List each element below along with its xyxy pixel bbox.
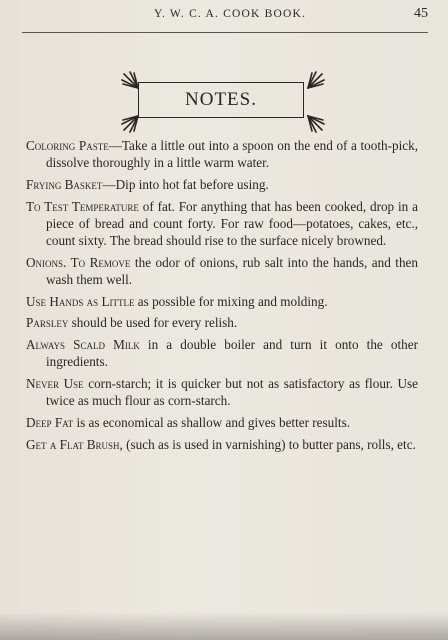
note-text: —Take a little out into a spoon on the end of a tooth-pick, dissolve thoroughly in a little warm water. xyxy=(46,138,418,171)
note-corn-starch xyxy=(26,375,418,409)
note-text: is as economical as shallow and gives better results. xyxy=(73,414,351,430)
note-frying-basket xyxy=(26,176,418,193)
note-lead: Get a Flat Brush, xyxy=(26,436,123,452)
flourish-ornament-top-right-icon xyxy=(304,68,328,92)
note-test-temperature xyxy=(26,198,418,250)
note-use-hands xyxy=(26,293,418,310)
note-lead: Coloring Paste xyxy=(26,138,109,153)
note-lead: Deep Fat xyxy=(26,414,74,430)
note-lead: Parsley xyxy=(26,315,69,331)
note-lead: To Test Temperature xyxy=(26,198,139,214)
notes-title-box xyxy=(138,82,304,118)
flourish-ornament-bottom-right-icon xyxy=(304,112,328,136)
page-number: 45 xyxy=(414,6,428,21)
note-text: corn-starch; it is quicker but not as satisfactory as flour. Use twice as much flour as corn-starch. xyxy=(46,375,418,409)
running-title: Y. W. C. A. COOK BOOK. xyxy=(153,8,307,20)
note-lead: Never Use xyxy=(26,375,84,391)
notes-title: NOTES. xyxy=(185,89,257,110)
note-lead: Always Scald Milk xyxy=(26,337,140,353)
note-lead: Use Hands as Little xyxy=(26,293,135,309)
note-lead: Frying Basket xyxy=(26,176,103,192)
note-onions xyxy=(26,254,418,288)
note-text: of fat. For anything that has been cooked, drop in a piece of bread and count forty. For raw food—potatoes, cakes, etc., count sixty. The bread should rise to the surface nicely browned. xyxy=(46,198,418,249)
notes-list xyxy=(26,137,418,457)
note-flat-brush xyxy=(26,436,418,453)
note-coloring-paste xyxy=(26,137,418,171)
note-text: in a double boiler and turn it onto the other ingredients. xyxy=(46,337,418,370)
note-parsley xyxy=(26,314,418,331)
header-rule xyxy=(22,32,428,33)
note-scald-milk xyxy=(26,336,418,370)
note-text: the odor of onions, rub salt into the hands, and then wash them well. xyxy=(46,254,418,287)
note-lead: Onions. To Remove xyxy=(26,254,131,270)
note-text: as possible for mixing and molding. xyxy=(134,293,328,309)
note-text: should be used for every relish. xyxy=(68,315,238,331)
note-deep-fat xyxy=(26,414,418,431)
page-header xyxy=(0,8,448,28)
note-text: —Dip into hot fat before using. xyxy=(102,176,269,192)
note-text: (such as is used in varnishing) to butter pans, rolls, etc. xyxy=(122,436,416,452)
